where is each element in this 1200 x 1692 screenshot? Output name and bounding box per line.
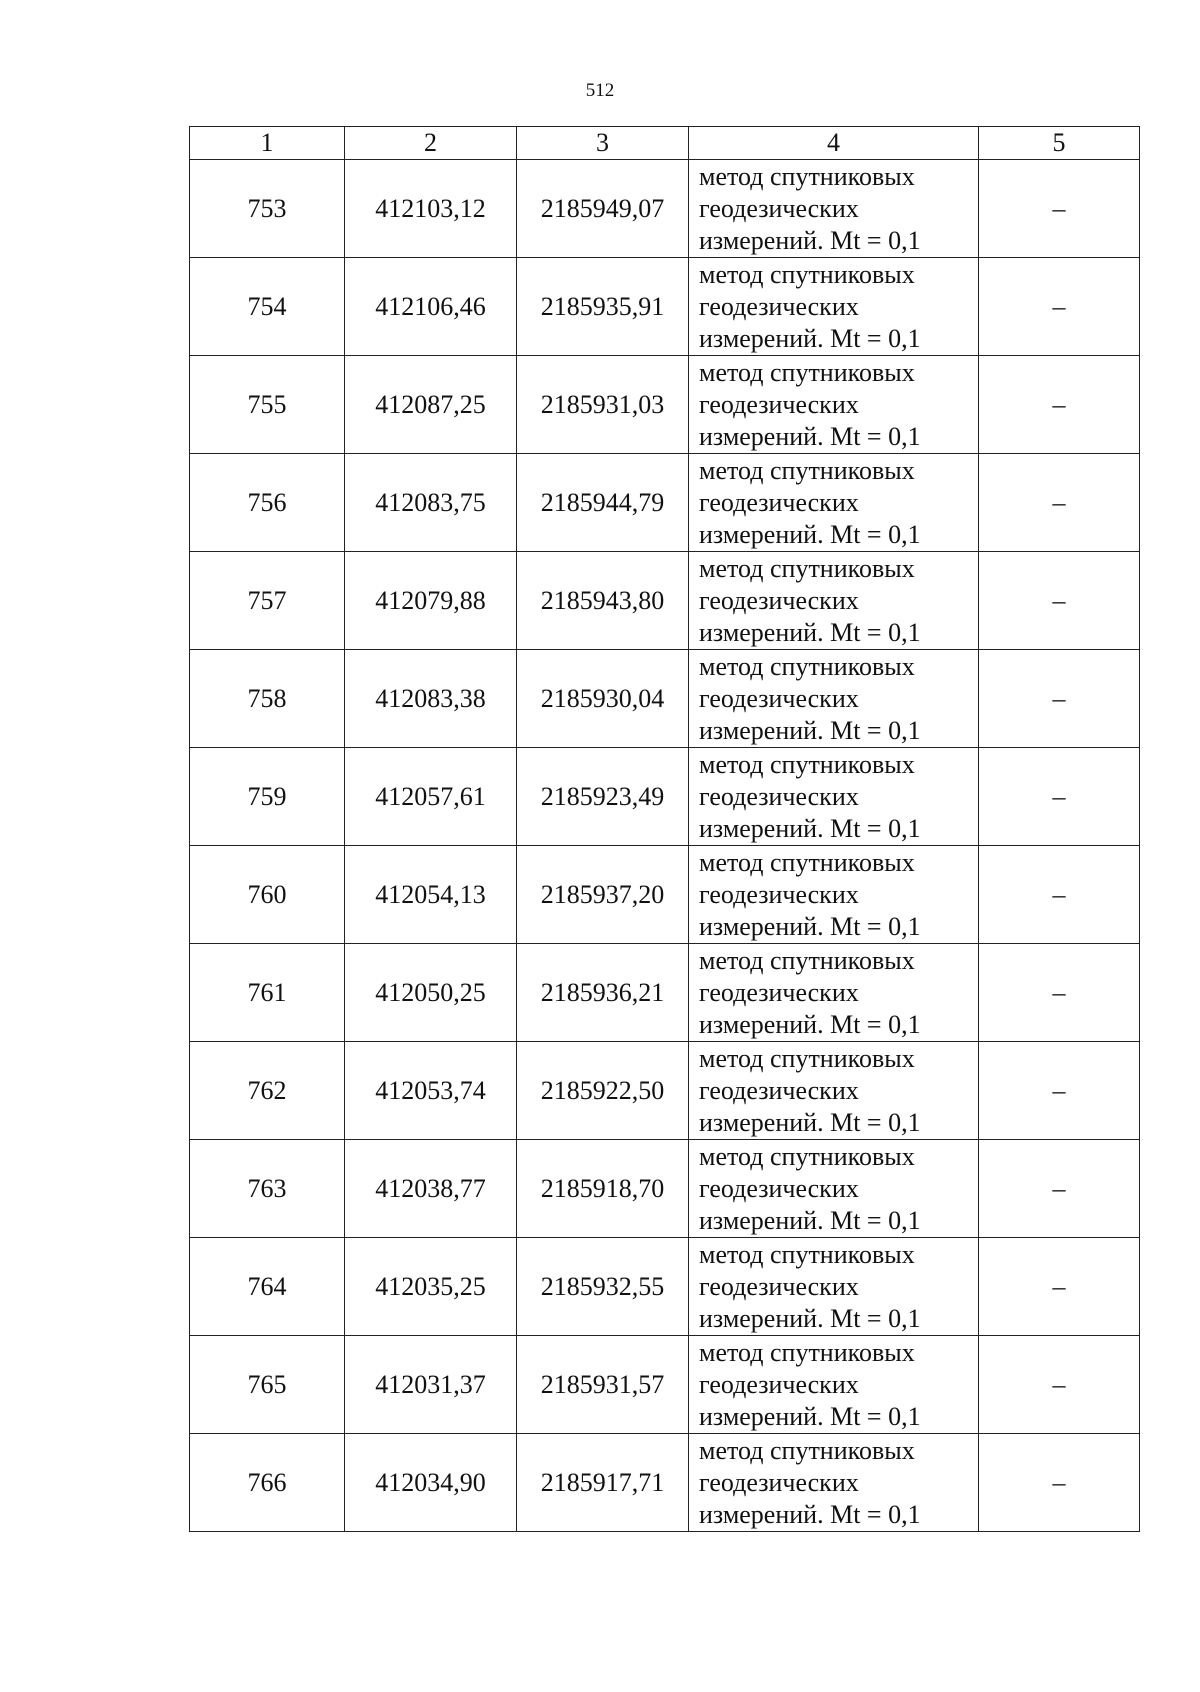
note-cell: – [979,1042,1140,1140]
method-line: измерений. Mt = 0,1 [699,1499,921,1529]
note-cell: – [979,1336,1140,1434]
method-line: измерений. Mt = 0,1 [699,225,921,255]
note-cell: – [979,846,1140,944]
table-row [190,258,1140,356]
coordinate-y: 2185931,03 [517,356,689,454]
point-number: 759 [190,748,345,846]
point-number: 757 [190,552,345,650]
method-line: геодезических [699,193,859,223]
coordinate-x: 412103,12 [345,160,517,258]
method-line: измерений. Mt = 0,1 [699,1009,921,1039]
note-cell: – [979,748,1140,846]
method-line: геодезических [699,389,859,419]
method-line: геодезических [699,1369,859,1399]
table-body [190,160,1140,1532]
method-cell [689,1336,979,1434]
table-row [190,944,1140,1042]
coordinate-y: 2185930,04 [517,650,689,748]
method-line: метод спутниковых [699,1239,915,1269]
method-cell [689,160,979,258]
table-row [190,650,1140,748]
method-cell [689,748,979,846]
method-line: измерений. Mt = 0,1 [699,1107,921,1137]
note-cell: – [979,1140,1140,1238]
table-row [190,1434,1140,1532]
method-line: измерений. Mt = 0,1 [699,1205,921,1235]
method-line: метод спутниковых [699,1435,915,1465]
method-cell [689,258,979,356]
method-cell [689,1238,979,1336]
method-line: геодезических [699,585,859,615]
method-line: геодезических [699,683,859,713]
coordinate-x: 412087,25 [345,356,517,454]
table-row [190,160,1140,258]
point-number: 763 [190,1140,345,1238]
method-cell [689,846,979,944]
method-cell [689,944,979,1042]
method-line: метод спутниковых [699,455,915,485]
method-line: измерений. Mt = 0,1 [699,911,921,941]
method-line: метод спутниковых [699,945,915,975]
point-number: 755 [190,356,345,454]
point-number: 762 [190,1042,345,1140]
method-line: геодезических [699,781,859,811]
point-number: 764 [190,1238,345,1336]
note-cell: – [979,944,1140,1042]
method-cell [689,356,979,454]
method-line: измерений. Mt = 0,1 [699,519,921,549]
point-number: 756 [190,454,345,552]
point-number: 754 [190,258,345,356]
note-cell: – [979,1434,1140,1532]
table-row [190,552,1140,650]
coordinates-table [189,126,1140,1532]
column-header-4: 4 [689,127,979,160]
table-row [190,846,1140,944]
page-number: 512 [585,80,615,101]
coordinate-x: 412054,13 [345,846,517,944]
method-cell [689,1434,979,1532]
method-line: метод спутниковых [699,1141,915,1171]
point-number: 765 [190,1336,345,1434]
method-line: измерений. Mt = 0,1 [699,617,921,647]
coordinate-x: 412079,88 [345,552,517,650]
method-line: измерений. Mt = 0,1 [699,813,921,843]
method-line: измерений. Mt = 0,1 [699,1303,921,1333]
coordinate-x: 412031,37 [345,1336,517,1434]
coordinate-y: 2185931,57 [517,1336,689,1434]
method-line: геодезических [699,977,859,1007]
column-header-2: 2 [345,127,517,160]
coordinate-x: 412057,61 [345,748,517,846]
point-number: 753 [190,160,345,258]
coordinate-x: 412035,25 [345,1238,517,1336]
coordinate-y: 2185936,21 [517,944,689,1042]
table-row [190,1336,1140,1434]
method-line: метод спутниковых [699,651,915,681]
coordinate-y: 2185943,80 [517,552,689,650]
method-line: метод спутниковых [699,749,915,779]
method-cell [689,650,979,748]
method-line: метод спутниковых [699,1337,915,1367]
point-number: 761 [190,944,345,1042]
method-line: метод спутниковых [699,847,915,877]
column-header-3: 3 [517,127,689,160]
note-cell: – [979,650,1140,748]
point-number: 766 [190,1434,345,1532]
table-header-row [190,127,1140,160]
method-line: измерений. Mt = 0,1 [699,421,921,451]
method-line: метод спутниковых [699,553,915,583]
method-line: метод спутниковых [699,161,915,191]
method-line: измерений. Mt = 0,1 [699,715,921,745]
column-header-5: 5 [979,127,1140,160]
coordinate-y: 2185937,20 [517,846,689,944]
note-cell: – [979,160,1140,258]
coordinate-x: 412034,90 [345,1434,517,1532]
column-header-1: 1 [190,127,345,160]
method-line: метод спутниковых [699,357,915,387]
coordinate-y: 2185944,79 [517,454,689,552]
method-line: геодезических [699,1075,859,1105]
coordinate-y: 2185935,91 [517,258,689,356]
method-line: геодезических [699,879,859,909]
coordinate-x: 412038,77 [345,1140,517,1238]
method-line: геодезических [699,291,859,321]
coordinate-x: 412106,46 [345,258,517,356]
coordinate-y: 2185923,49 [517,748,689,846]
method-cell [689,454,979,552]
table-row [190,454,1140,552]
coordinate-y: 2185922,50 [517,1042,689,1140]
coordinate-y: 2185918,70 [517,1140,689,1238]
coordinate-y: 2185949,07 [517,160,689,258]
coordinate-x: 412050,25 [345,944,517,1042]
coordinate-x: 412083,38 [345,650,517,748]
method-cell [689,1042,979,1140]
method-cell [689,1140,979,1238]
table-row [190,1042,1140,1140]
point-number: 758 [190,650,345,748]
coordinate-x: 412053,74 [345,1042,517,1140]
method-cell [689,552,979,650]
table-row [190,748,1140,846]
method-line: метод спутниковых [699,1043,915,1073]
coordinate-x: 412083,75 [345,454,517,552]
table-row [190,1238,1140,1336]
method-line: измерений. Mt = 0,1 [699,323,921,353]
method-line: геодезических [699,1467,859,1497]
note-cell: – [979,258,1140,356]
coordinate-y: 2185932,55 [517,1238,689,1336]
table-row [190,356,1140,454]
method-line: геодезических [699,487,859,517]
method-line: метод спутниковых [699,259,915,289]
table-row [190,1140,1140,1238]
method-line: измерений. Mt = 0,1 [699,1401,921,1431]
note-cell: – [979,1238,1140,1336]
note-cell: – [979,454,1140,552]
note-cell: – [979,552,1140,650]
method-line: геодезических [699,1173,859,1203]
note-cell: – [979,356,1140,454]
point-number: 760 [190,846,345,944]
coordinate-y: 2185917,71 [517,1434,689,1532]
method-line: геодезических [699,1271,859,1301]
